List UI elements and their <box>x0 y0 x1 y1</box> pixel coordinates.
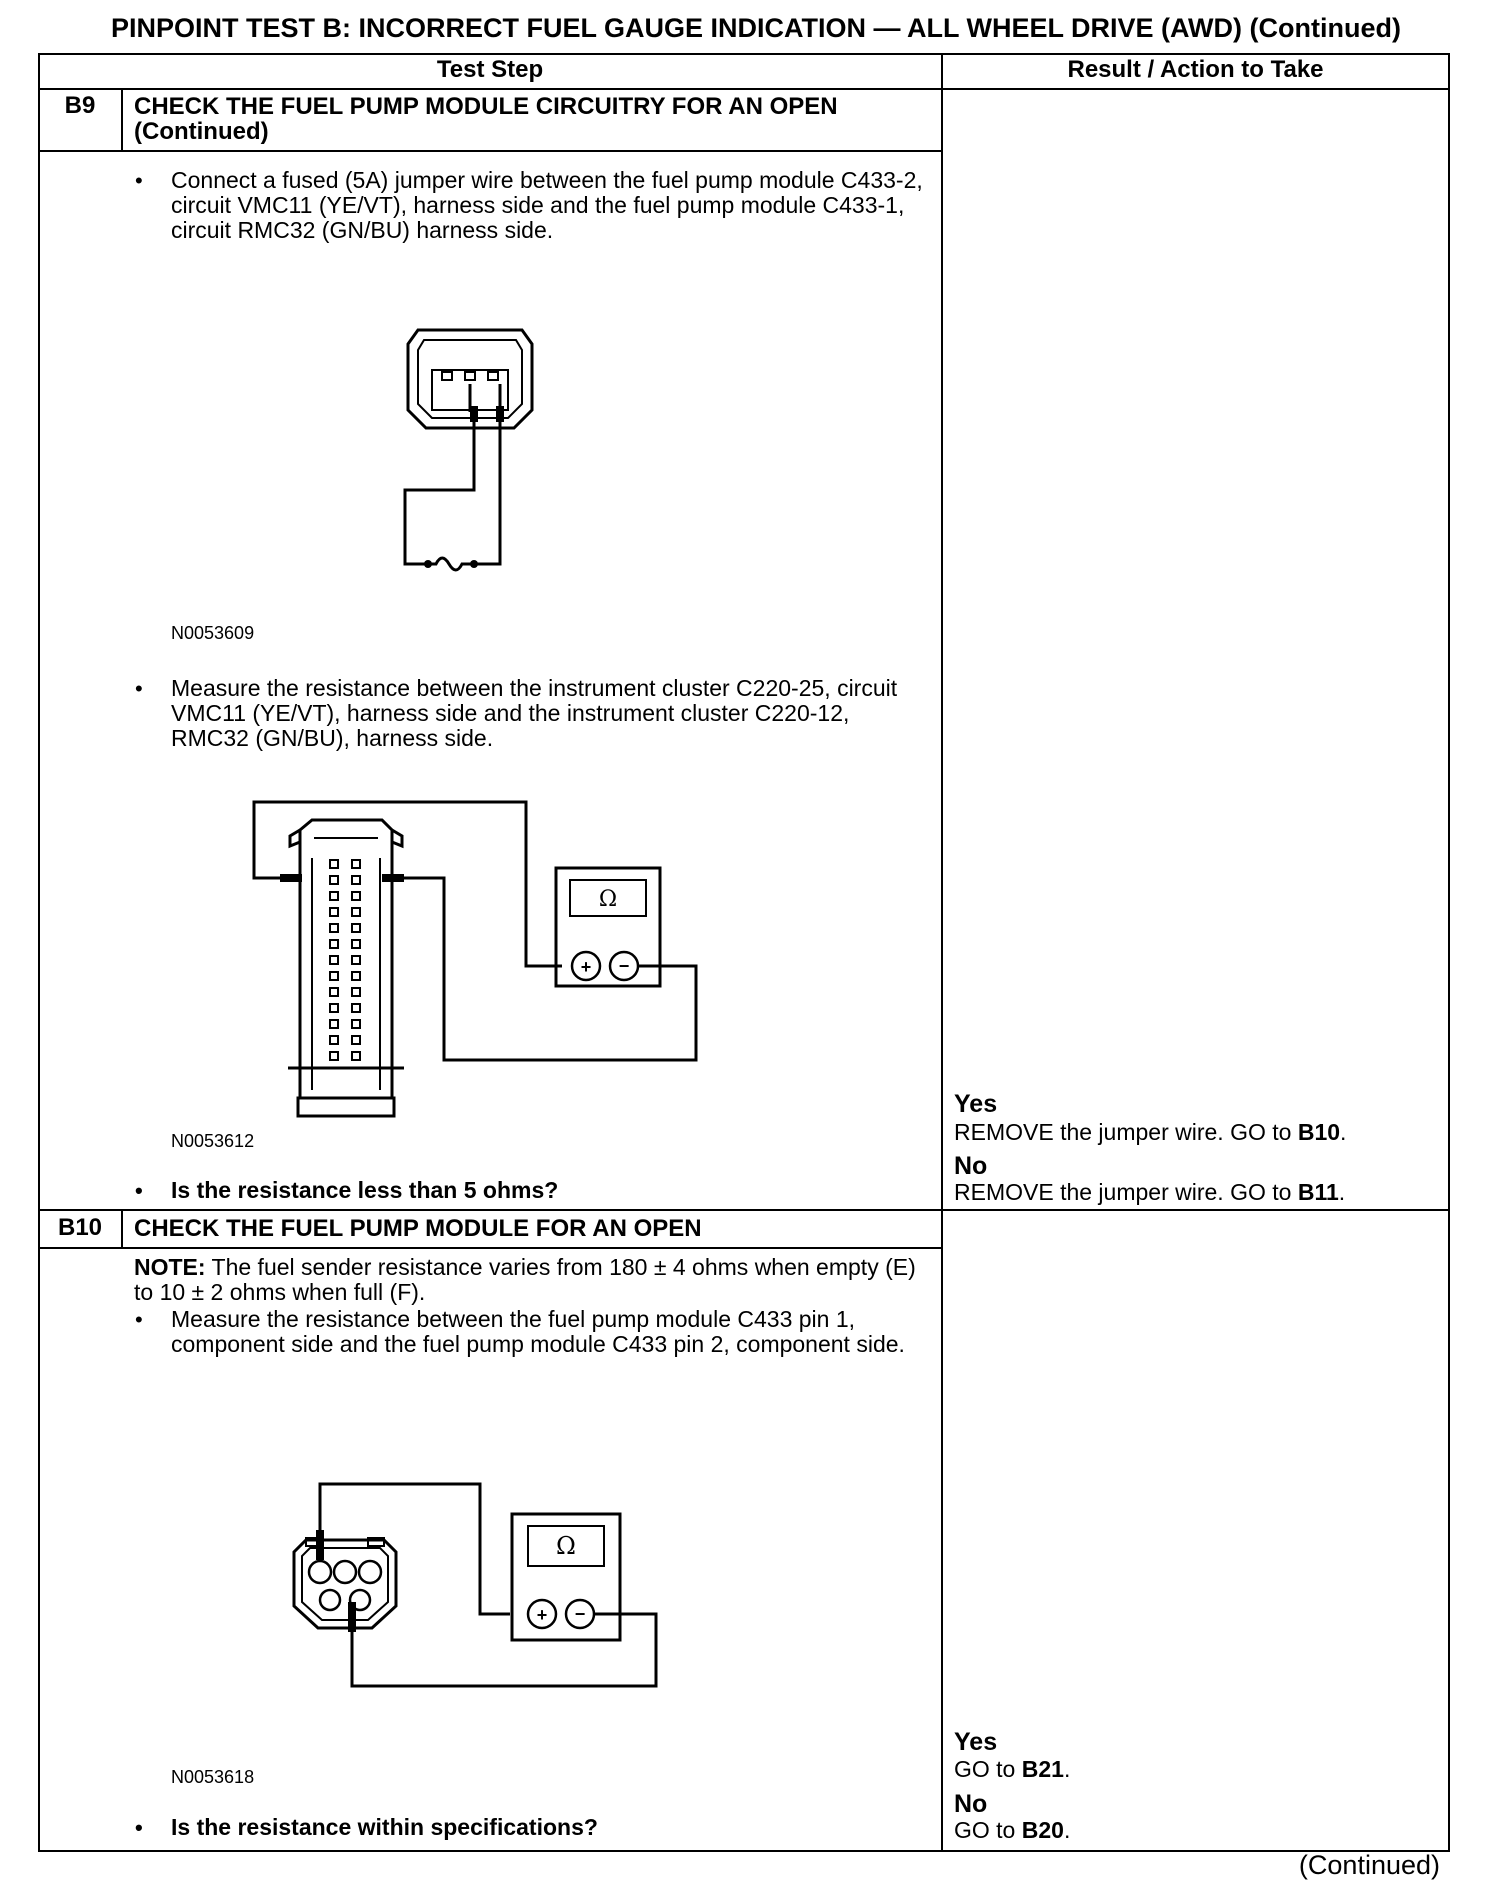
question-text: Is the resistance less than 5 ohms? <box>171 1177 559 1203</box>
cluster-pin <box>352 956 360 964</box>
result-yes-action-b9 <box>954 1119 1346 1145</box>
result-action-text: REMOVE the jumper wire. GO to <box>954 1179 1298 1205</box>
step-title-divider-b9 <box>38 150 943 152</box>
cluster-pin <box>330 1004 338 1012</box>
column-header-result: Result / Action to Take <box>1067 56 1324 83</box>
step-title-divider-b10 <box>38 1247 943 1249</box>
cluster-pin <box>352 876 360 884</box>
result-target-link[interactable]: B10 <box>1297 1119 1341 1145</box>
result-no-label-b9: No <box>954 1152 988 1180</box>
jumper-wire-left <box>405 420 474 564</box>
step-id-b10: B10 <box>57 1214 103 1241</box>
cluster-pin <box>330 988 338 996</box>
pin-4 <box>320 1590 340 1610</box>
fuel-pump-connector-ohmmeter-diagram <box>284 1478 664 1698</box>
question-b10 <box>135 1814 931 1840</box>
step-divider <box>38 1209 1450 1211</box>
continued-footer: (Continued) <box>1298 1850 1440 1880</box>
step-title-b9: CHECK THE FUEL PUMP MODULE CIRCUITRY FOR AN OPEN (Continued) <box>134 93 838 145</box>
cluster-pin <box>352 860 360 868</box>
period: . <box>1063 1817 1071 1843</box>
question-text: Is the resistance within specifications? <box>171 1814 598 1840</box>
note-label: NOTE: <box>134 1254 206 1280</box>
cluster-pin <box>330 1052 338 1060</box>
bullet-dot: • <box>135 1307 143 1332</box>
step-id-b9: B9 <box>64 92 96 119</box>
cluster-pin <box>330 1020 338 1028</box>
result-target-link[interactable]: B11 <box>1297 1179 1339 1205</box>
lead-negative <box>404 878 696 1060</box>
lead-negative <box>352 1614 656 1686</box>
probe-c220-25 <box>280 874 302 882</box>
bullet-text: Connect a fused (5A) jumper wire between the fuel pump module C433-2, circuit VMC11 (YE/VT), harness side and the fuel pump module C433-1, circuit RMC32 (GN/BU) harness side. <box>171 167 923 243</box>
cluster-connector-outline <box>300 820 392 1098</box>
step-title-b10: CHECK THE FUEL PUMP MODULE FOR AN OPEN <box>134 1215 702 1242</box>
cluster-pin <box>330 972 338 980</box>
cluster-pin <box>352 924 360 932</box>
cluster-pin <box>352 1020 360 1028</box>
minus-symbol: − <box>574 1604 586 1624</box>
column-divider <box>941 53 943 1852</box>
ohm-symbol: Ω <box>598 887 618 912</box>
probe-pin-2 <box>348 1602 356 1632</box>
minus-symbol: − <box>618 956 630 976</box>
connector-base <box>298 1098 394 1116</box>
period: . <box>1063 1756 1071 1782</box>
plus-symbol: + <box>536 1605 548 1625</box>
result-action-text: GO to <box>954 1756 1022 1782</box>
cluster-pin <box>330 876 338 884</box>
cluster-pin-grid <box>330 860 360 1060</box>
cluster-pin <box>330 924 338 932</box>
figure-id: N0053618 <box>171 1767 255 1787</box>
result-no-action-b9 <box>954 1179 1345 1205</box>
pin-2 <box>465 372 475 380</box>
jumper-connector-diagram <box>400 322 540 577</box>
result-yes-action-b10 <box>954 1756 1070 1782</box>
cluster-pin <box>352 908 360 916</box>
period: . <box>1338 1179 1346 1205</box>
cluster-connector-ohmmeter-diagram <box>250 798 710 1128</box>
cluster-pin <box>330 908 338 916</box>
pin-3 <box>359 1561 381 1583</box>
cluster-pin <box>352 1036 360 1044</box>
header-divider <box>38 88 1450 90</box>
bullet-dot: • <box>135 676 143 701</box>
question-b9 <box>135 1177 931 1203</box>
cluster-pin <box>330 940 338 948</box>
result-target-link[interactable]: B20 <box>1021 1817 1064 1843</box>
cluster-pin <box>352 972 360 980</box>
result-no-label-b10: No <box>954 1790 988 1818</box>
step-id-divider-b10 <box>121 1209 123 1247</box>
figure-id: N0053609 <box>171 623 255 643</box>
plus-symbol: + <box>580 957 592 977</box>
note-text: The fuel sender resistance varies from 180 ± 4 ohms when empty (E) to 10 ± 2 ohms when full (F). <box>134 1254 916 1305</box>
pin-2 <box>334 1561 356 1583</box>
result-no-action-b10 <box>954 1817 1070 1843</box>
period: . <box>1340 1119 1347 1145</box>
cluster-pin <box>352 988 360 996</box>
result-yes-label-b10: Yes <box>954 1728 998 1756</box>
cluster-pin <box>330 956 338 964</box>
column-header-test-step: Test Step <box>436 56 544 83</box>
cluster-pin <box>330 1036 338 1044</box>
bullet-dot: • <box>135 1815 143 1840</box>
result-action-text: GO to <box>954 1817 1022 1843</box>
jumper-wire-right <box>476 420 500 564</box>
pin-1 <box>309 1561 331 1583</box>
ohm-symbol: Ω <box>556 1532 576 1560</box>
bullet-b10-measure <box>135 1306 931 1357</box>
pin-1 <box>442 372 452 380</box>
cluster-pin <box>352 1004 360 1012</box>
result-yes-label-b9: Yes <box>954 1090 998 1118</box>
fuse-icon <box>428 558 474 570</box>
cluster-pin <box>352 940 360 948</box>
result-action-text: REMOVE the jumper wire. GO to <box>954 1119 1298 1145</box>
cluster-pin <box>330 892 338 900</box>
page-title: PINPOINT TEST B: INCORRECT FUEL GAUGE INDICATION — ALL WHEEL DRIVE (AWD) (Continued) <box>111 13 1401 43</box>
pin-3 <box>488 372 498 380</box>
cluster-pin <box>330 860 338 868</box>
bullet-b9-jumper <box>135 167 931 243</box>
bullet-text: Measure the resistance between the fuel pump module C433 pin 1, component side and the fuel pump module C433 pin 2, component side. <box>171 1306 905 1357</box>
probe-pin-1 <box>316 1530 324 1560</box>
note-b10 <box>134 1255 924 1305</box>
bullet-b9-measure <box>135 675 931 751</box>
cluster-pin <box>352 1052 360 1060</box>
bullet-dot: • <box>135 168 143 193</box>
step-id-divider-b9 <box>121 88 123 150</box>
cluster-pin <box>352 892 360 900</box>
bullet-dot: • <box>135 1178 143 1203</box>
figure-id: N0053612 <box>171 1131 255 1151</box>
probe-c220-12 <box>382 874 404 882</box>
result-target-link[interactable]: B21 <box>1021 1756 1064 1782</box>
bullet-text: Measure the resistance between the instrument cluster C220-25, circuit VMC11 (YE/VT), harness side and the instrument cluster C220-12, RMC32 (GN/BU), harness side. <box>171 675 898 751</box>
